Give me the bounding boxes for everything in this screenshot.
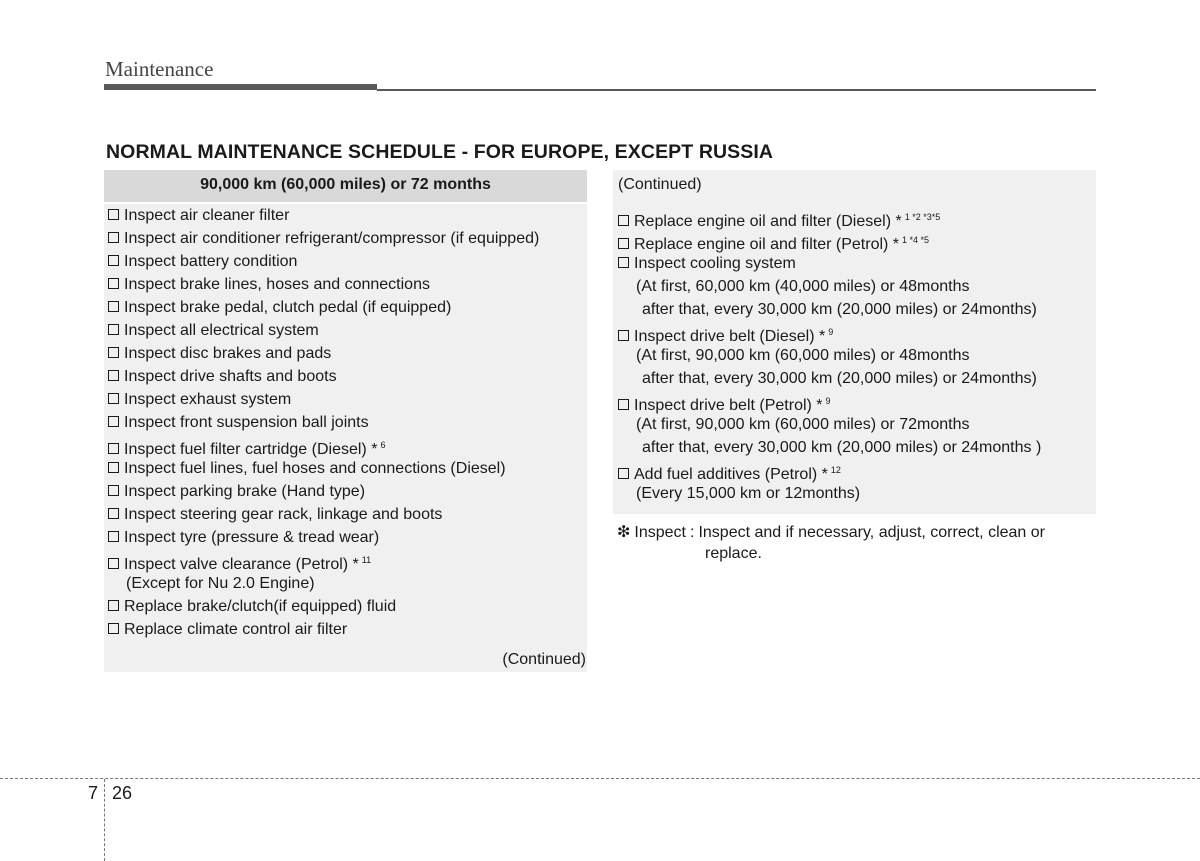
- item-text: Inspect drive belt (Petrol) *: [634, 397, 823, 414]
- checklist-item: [108, 549, 539, 572]
- inspect-footnote: [617, 522, 1095, 564]
- checklist-item: [108, 204, 539, 227]
- item-text: Inspect front suspension ball joints: [124, 414, 369, 431]
- item-text: Inspect battery condition: [124, 253, 298, 270]
- checklist-subline: [108, 572, 539, 595]
- checkbox-icon: [108, 324, 119, 335]
- checkbox-icon: [108, 462, 119, 473]
- item-text: Inspect tyre (pressure & tread wear): [124, 529, 380, 546]
- footnote-term: Inspect: [634, 524, 686, 541]
- page-number: 26: [112, 783, 133, 803]
- item-text: Inspect air conditioner refrigerant/compressor (if equipped): [124, 230, 540, 247]
- checkbox-icon: [108, 209, 119, 220]
- item-text: Inspect all electrical system: [124, 322, 319, 339]
- checklist-item: [618, 206, 1041, 229]
- checklist-subline: [618, 482, 1041, 505]
- checkbox-icon: [108, 600, 119, 611]
- checkbox-icon: [108, 393, 119, 404]
- checkbox-icon: [108, 443, 119, 454]
- checklist-item: [108, 618, 539, 641]
- item-text: Inspect air cleaner filter: [124, 207, 290, 224]
- checkbox-icon: [108, 485, 119, 496]
- checklist-item: [108, 434, 539, 457]
- item-text: Inspect disc brakes and pads: [124, 345, 332, 362]
- checklist-item: [108, 388, 539, 411]
- chapter-number: 7: [88, 783, 99, 803]
- item-text: Inspect brake pedal, clutch pedal (if equipped): [124, 299, 452, 316]
- checklist-subline: [618, 275, 1041, 298]
- footnote-definition-cont: replace.: [705, 545, 762, 562]
- footnote-ref: 12: [830, 465, 841, 475]
- item-text: Inspect drive belt (Diesel) *: [634, 328, 826, 345]
- footnote-definition: Inspect and if necessary, adjust, correct, clean or: [698, 524, 1045, 541]
- header-rule-thick: [104, 84, 377, 90]
- checkbox-icon: [618, 468, 629, 479]
- continued-label: (Continued): [502, 651, 586, 668]
- item-text: Replace engine oil and filter (Petrol) *: [634, 236, 900, 253]
- checklist-subline: [618, 436, 1041, 459]
- left-checklist: [108, 204, 539, 641]
- checkbox-icon: [108, 370, 119, 381]
- checkbox-icon: [108, 558, 119, 569]
- checklist-item: [108, 342, 539, 365]
- item-text: (Except for Nu 2.0 Engine): [126, 575, 315, 592]
- left-schedule-panel: [104, 170, 587, 672]
- checklist-item: [108, 411, 539, 434]
- checklist-item: [108, 227, 539, 250]
- checkbox-icon: [618, 399, 629, 410]
- checkbox-icon: [108, 531, 119, 542]
- item-text: Replace engine oil and filter (Diesel) *: [634, 213, 902, 230]
- item-text: Inspect parking brake (Hand type): [124, 483, 366, 500]
- checkbox-icon: [108, 623, 119, 634]
- checkbox-icon: [108, 255, 119, 266]
- checkbox-icon: [618, 215, 629, 226]
- checklist-item: [618, 252, 1041, 275]
- item-text: after that, every 30,000 km (20,000 miles) or 24months): [642, 370, 1037, 387]
- checklist-item: [618, 321, 1041, 344]
- item-text: Replace brake/clutch(if equipped) fluid: [124, 598, 397, 615]
- checklist-subline: [618, 298, 1041, 321]
- interval-heading: 90,000 km (60,000 miles) or 72 months: [104, 170, 587, 204]
- checklist-item: [108, 595, 539, 618]
- checkbox-icon: [108, 301, 119, 312]
- checkbox-icon: [618, 257, 629, 268]
- item-text: (At first, 90,000 km (60,000 miles) or 48months: [636, 347, 970, 364]
- item-text: Inspect exhaust system: [124, 391, 292, 408]
- right-checklist: [618, 206, 1041, 505]
- checklist-item: [618, 459, 1041, 482]
- checklist-item: [618, 229, 1041, 252]
- footnote-ref: 9: [825, 396, 831, 406]
- checkbox-icon: [108, 278, 119, 289]
- checkbox-icon: [108, 508, 119, 519]
- item-text: after that, every 30,000 km (20,000 miles) or 24months): [642, 301, 1037, 318]
- checklist-subline: [618, 367, 1041, 390]
- section-title: Maintenance: [105, 57, 214, 81]
- page-title: NORMAL MAINTENANCE SCHEDULE - FOR EUROPE, EXCEPT RUSSIA: [106, 141, 774, 163]
- checkbox-icon: [108, 347, 119, 358]
- item-text: Inspect fuel filter cartridge (Diesel) *: [124, 441, 378, 458]
- checklist-item: [618, 390, 1041, 413]
- checklist-item: [108, 365, 539, 388]
- checklist-item: [108, 273, 539, 296]
- footnote-ref: 11: [361, 555, 372, 565]
- footer-rule: [0, 778, 1200, 779]
- item-text: (At first, 90,000 km (60,000 miles) or 72months: [636, 416, 970, 433]
- checklist-item: [108, 457, 539, 480]
- footnote-ref: 1 *2 *3*5: [904, 212, 941, 222]
- checkbox-icon: [618, 238, 629, 249]
- checklist-item: [108, 503, 539, 526]
- checklist-item: [108, 319, 539, 342]
- checkbox-icon: [108, 232, 119, 243]
- checklist-item: [108, 296, 539, 319]
- item-text: (At first, 60,000 km (40,000 miles) or 48months: [636, 278, 970, 295]
- checkbox-icon: [618, 330, 629, 341]
- item-text: Add fuel additives (Petrol) *: [634, 466, 828, 483]
- footnote-symbol: ❇: [617, 524, 631, 541]
- footnote-ref: 9: [828, 327, 834, 337]
- item-text: Inspect brake lines, hoses and connections: [124, 276, 430, 293]
- item-text: Inspect cooling system: [634, 255, 796, 272]
- item-text: Inspect fuel lines, fuel hoses and connections (Diesel): [124, 460, 506, 477]
- continued-label: (Continued): [618, 176, 702, 193]
- item-text: after that, every 30,000 km (20,000 miles) or 24months ): [642, 439, 1042, 456]
- item-text: Replace climate control air filter: [124, 621, 348, 638]
- checklist-item: [108, 526, 539, 549]
- checklist-subline: [618, 344, 1041, 367]
- checklist-item: [108, 250, 539, 273]
- footnote-colon: :: [690, 524, 695, 541]
- item-text: (Every 15,000 km or 12months): [636, 485, 861, 502]
- header-rule-thin: [377, 89, 1096, 91]
- footer-divider: [104, 779, 105, 861]
- right-schedule-panel: [613, 170, 1096, 514]
- item-text: Inspect steering gear rack, linkage and boots: [124, 506, 443, 523]
- footnote-ref: 1 *4 *5: [902, 235, 930, 245]
- checkbox-icon: [108, 416, 119, 427]
- item-text: Inspect drive shafts and boots: [124, 368, 337, 385]
- footnote-ref: 6: [380, 440, 386, 450]
- checklist-subline: [618, 413, 1041, 436]
- item-text: Inspect valve clearance (Petrol) *: [124, 556, 359, 573]
- checklist-item: [108, 480, 539, 503]
